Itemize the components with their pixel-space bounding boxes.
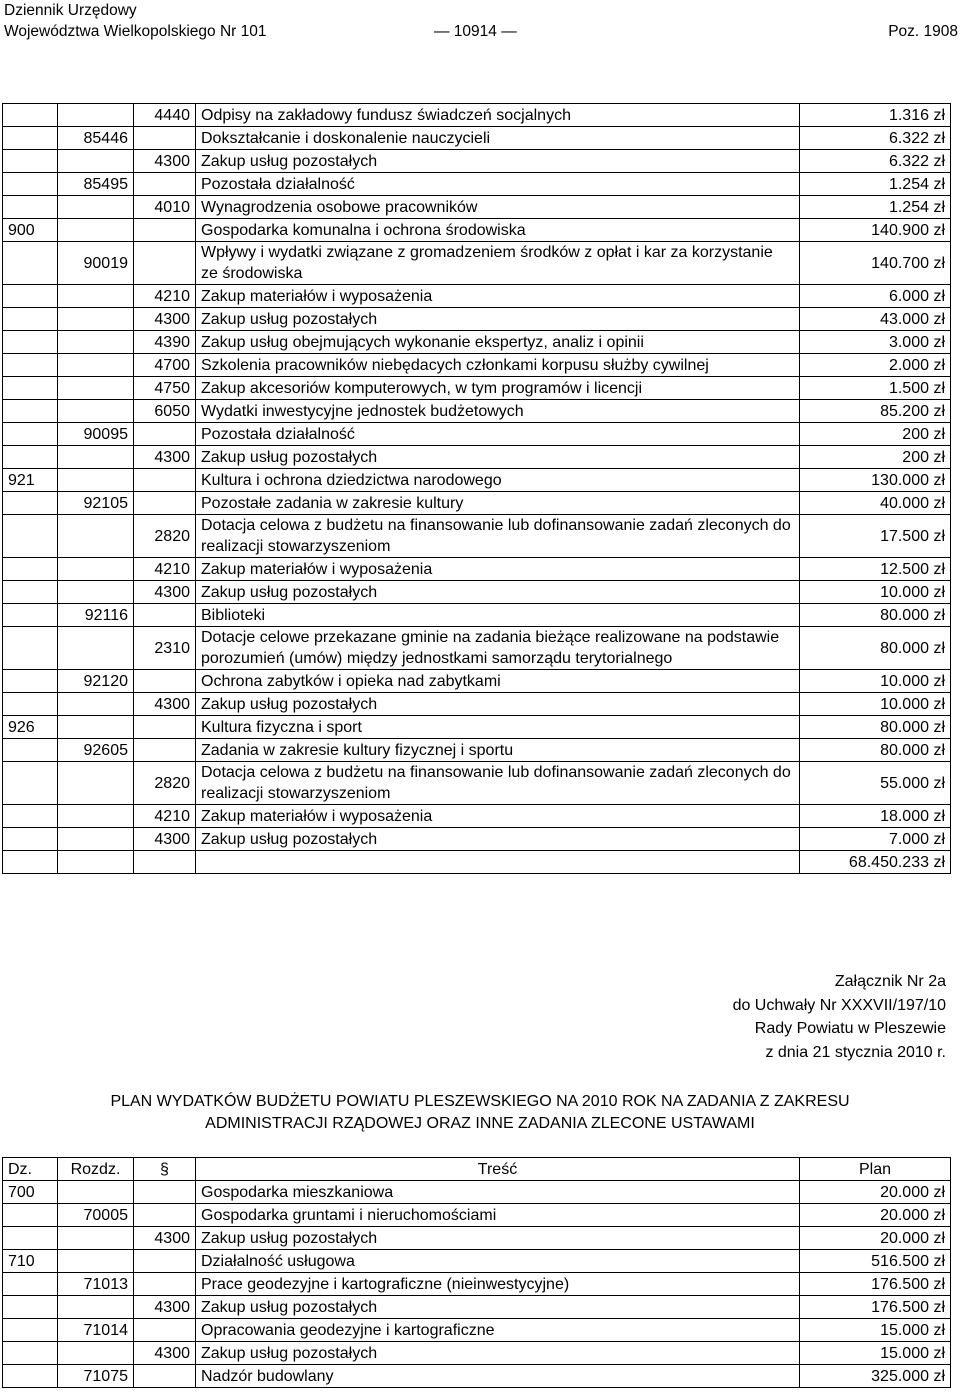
table-row: [3, 104, 951, 127]
cell-rozdz: 71013: [58, 1273, 134, 1296]
cell-tresc: Kultura fizyczna i sport: [196, 716, 800, 739]
cell-paragraph: 2820: [134, 515, 196, 558]
cell-dz: [3, 150, 58, 173]
cell-paragraph: 4300: [134, 581, 196, 604]
cell-rozdz: [58, 469, 134, 492]
cell-paragraph: 4300: [134, 693, 196, 716]
cell-plan: 10.000 zł: [800, 693, 951, 716]
cell-dz: [3, 762, 58, 805]
table-row: [3, 1204, 951, 1227]
cell-paragraph: [134, 739, 196, 762]
cell-dz: [3, 1342, 58, 1365]
cell-tresc: Dotacje celowe przekazane gminie na zadania bieżące realizowane na podstawie porozumień (umów) między jednostkami samorządu terytorialnego: [196, 627, 800, 670]
cell-paragraph: [134, 469, 196, 492]
cell-rozdz: [58, 377, 134, 400]
cell-rozdz: [58, 716, 134, 739]
table-row: [3, 492, 951, 515]
annex-date: z dnia 21 stycznia 2010 r.: [765, 1043, 946, 1061]
table-row: [3, 1273, 951, 1296]
cell-tresc: Ochrona zabytków i opieka nad zabytkami: [196, 670, 800, 693]
cell-tresc: Zakup usług pozostałych: [196, 308, 800, 331]
cell-paragraph: 4300: [134, 446, 196, 469]
table-row: [3, 285, 951, 308]
cell-tresc: Wydatki inwestycyjne jednostek budżetowych: [196, 400, 800, 423]
annex-council: Rady Powiatu w Pleszewie: [754, 1020, 946, 1037]
cell-dz: [3, 400, 58, 423]
table-row: [3, 828, 951, 851]
cell-rozdz: [58, 354, 134, 377]
cell-plan: 2.000 zł: [800, 354, 951, 377]
table-row: [3, 308, 951, 331]
cell-dz: [3, 670, 58, 693]
cell-tresc: Zakup usług pozostałych: [196, 1227, 800, 1250]
cell-dz: [3, 104, 58, 127]
table-row: [3, 1319, 951, 1342]
cell-plan: 130.000 zł: [800, 469, 951, 492]
cell-paragraph: [134, 242, 196, 285]
cell-dz: [3, 515, 58, 558]
cell-paragraph: [134, 173, 196, 196]
table-row: [3, 127, 951, 150]
cell-paragraph: 2310: [134, 627, 196, 670]
cell-rozdz: [58, 285, 134, 308]
table-row: [3, 446, 951, 469]
cell-tresc: Odpisy na zakładowy fundusz świadczeń socjalnych: [196, 104, 800, 127]
cell-rozdz: [58, 581, 134, 604]
cell-plan: 176.500 zł: [800, 1273, 951, 1296]
cell-tresc: Zakup usług pozostałych: [196, 581, 800, 604]
cell-dz: [3, 446, 58, 469]
table-row: [3, 581, 951, 604]
cell-rozdz: 71014: [58, 1319, 134, 1342]
table-total: 68.450.233 zł: [800, 851, 951, 874]
cell-plan: 200 zł: [800, 446, 951, 469]
cell-rozdz: [58, 1296, 134, 1319]
table-row: [3, 1181, 951, 1204]
cell-paragraph: 4300: [134, 150, 196, 173]
cell-paragraph: 4300: [134, 1342, 196, 1365]
cell-rozdz: [58, 1250, 134, 1273]
cell-plan: 80.000 zł: [800, 739, 951, 762]
cell-paragraph: 4440: [134, 104, 196, 127]
cell-dz: 921: [3, 469, 58, 492]
cell-paragraph: [134, 1250, 196, 1273]
table-row: [3, 1250, 951, 1273]
cell-tresc: Zakup usług pozostałych: [196, 446, 800, 469]
cell-dz: 700: [3, 1181, 58, 1204]
cell-plan: 80.000 zł: [800, 627, 951, 670]
cell-dz: [3, 581, 58, 604]
cell-plan: 20.000 zł: [800, 1227, 951, 1250]
cell-rozdz: 85446: [58, 127, 134, 150]
cell-dz: 926: [3, 716, 58, 739]
table-row: [3, 805, 951, 828]
cell-tresc: Dotacja celowa z budżetu na finansowanie lub dofinansowanie zadań zleconych do realizacji stowarzyszeniom: [196, 515, 800, 558]
cell-tresc: Pozostała działalność: [196, 173, 800, 196]
cell-plan: 10.000 zł: [800, 581, 951, 604]
cell-tresc: Zakup usług pozostałych: [196, 1296, 800, 1319]
cell-plan: 140.900 zł: [800, 219, 951, 242]
cell-paragraph: 4700: [134, 354, 196, 377]
cell-paragraph: [134, 492, 196, 515]
table-row: [3, 242, 951, 285]
plan-title-line-1: PLAN WYDATKÓW BUDŻETU POWIATU PLESZEWSKIEGO NA 2010 ROK NA ZADANIA Z ZAKRESU: [110, 1093, 850, 1110]
cell-dz: [3, 127, 58, 150]
cell-tresc: Zakup materiałów i wyposażenia: [196, 558, 800, 581]
cell-dz: [3, 693, 58, 716]
cell-dz: [3, 492, 58, 515]
cell-dz: [3, 285, 58, 308]
col-header-plan: Plan: [800, 1158, 951, 1181]
table-row: [3, 423, 951, 446]
table-row: [3, 377, 951, 400]
cell-dz: [3, 739, 58, 762]
cell-rozdz: [58, 627, 134, 670]
cell-dz: [3, 805, 58, 828]
cell-rozdz: 90095: [58, 423, 134, 446]
cell-rozdz: [58, 150, 134, 173]
cell-dz: 710: [3, 1250, 58, 1273]
cell-dz: [3, 242, 58, 285]
cell-plan: 55.000 zł: [800, 762, 951, 805]
cell-plan: 15.000 zł: [800, 1342, 951, 1365]
cell-dz: [3, 604, 58, 627]
cell-rozdz: [58, 446, 134, 469]
cell-paragraph: [134, 1319, 196, 1342]
table-row: [3, 400, 951, 423]
cell-tresc: Zakup usług pozostałych: [196, 693, 800, 716]
table-row: [3, 604, 951, 627]
total-empty-cell: [134, 851, 196, 874]
cell-rozdz: [58, 400, 134, 423]
cell-dz: 900: [3, 219, 58, 242]
cell-dz: [3, 377, 58, 400]
government-tasks-table: [2, 1157, 951, 1388]
cell-tresc: Gospodarka gruntami i nieruchomościami: [196, 1204, 800, 1227]
cell-tresc: Gospodarka mieszkaniowa: [196, 1181, 800, 1204]
cell-tresc: Wpływy i wydatki związane z gromadzeniem środków z opłat i kar za korzystanie ze środowiska: [196, 242, 800, 285]
cell-rozdz: [58, 805, 134, 828]
table-row: [3, 173, 951, 196]
cell-paragraph: [134, 670, 196, 693]
cell-tresc: Nadzór budowlany: [196, 1365, 800, 1388]
cell-dz: [3, 423, 58, 446]
cell-plan: 176.500 zł: [800, 1296, 951, 1319]
cell-plan: 1.254 zł: [800, 196, 951, 219]
cell-dz: [3, 1227, 58, 1250]
cell-plan: 1.254 zł: [800, 173, 951, 196]
total-empty-cell: [196, 851, 800, 874]
table-row: [3, 515, 951, 558]
cell-plan: 516.500 zł: [800, 1250, 951, 1273]
cell-plan: 325.000 zł: [800, 1365, 951, 1388]
table-row: [3, 558, 951, 581]
cell-tresc: Biblioteki: [196, 604, 800, 627]
cell-dz: [3, 1319, 58, 1342]
cell-paragraph: [134, 423, 196, 446]
cell-dz: [3, 308, 58, 331]
cell-rozdz: [58, 308, 134, 331]
table-row: [3, 219, 951, 242]
cell-plan: 6.000 zł: [800, 285, 951, 308]
cell-rozdz: 92105: [58, 492, 134, 515]
cell-plan: 43.000 zł: [800, 308, 951, 331]
total-row: [3, 851, 951, 874]
cell-rozdz: [58, 1181, 134, 1204]
position-number: Poz. 1908: [888, 23, 958, 40]
cell-rozdz: [58, 219, 134, 242]
cell-tresc: Zakup usług pozostałych: [196, 150, 800, 173]
cell-dz: [3, 331, 58, 354]
cell-tresc: Kultura i ochrona dziedzictwa narodowego: [196, 469, 800, 492]
cell-paragraph: 4390: [134, 331, 196, 354]
cell-rozdz: [58, 196, 134, 219]
cell-plan: 12.500 zł: [800, 558, 951, 581]
table-row: [3, 196, 951, 219]
cell-paragraph: 4300: [134, 1227, 196, 1250]
cell-plan: 6.322 zł: [800, 150, 951, 173]
cell-plan: 7.000 zł: [800, 828, 951, 851]
cell-plan: 80.000 zł: [800, 604, 951, 627]
cell-plan: 200 zł: [800, 423, 951, 446]
cell-paragraph: [134, 1365, 196, 1388]
cell-paragraph: [134, 604, 196, 627]
table-row: [3, 469, 951, 492]
cell-dz: [3, 196, 58, 219]
cell-paragraph: 4210: [134, 285, 196, 308]
cell-tresc: Zakup usług obejmujących wykonanie ekspertyz, analiz i opinii: [196, 331, 800, 354]
cell-paragraph: 4750: [134, 377, 196, 400]
cell-rozdz: [58, 558, 134, 581]
table-row: [3, 739, 951, 762]
cell-dz: [3, 1365, 58, 1388]
cell-paragraph: 4300: [134, 308, 196, 331]
cell-rozdz: 92120: [58, 670, 134, 693]
table-row: [3, 354, 951, 377]
cell-rozdz: [58, 1342, 134, 1365]
cell-plan: 3.000 zł: [800, 331, 951, 354]
cell-tresc: Zakup usług pozostałych: [196, 1342, 800, 1365]
cell-plan: 1.500 zł: [800, 377, 951, 400]
table-row: [3, 1227, 951, 1250]
cell-paragraph: 4210: [134, 805, 196, 828]
page-number: — 10914 —: [434, 23, 517, 40]
journal-name: Dziennik Urzędowy: [4, 2, 137, 19]
annex-number: Załącznik Nr 2a: [834, 973, 946, 990]
plan-title-line-2: ADMINISTRACJI RZĄDOWEJ ORAZ INNE ZADANIA ZLECONE USTAWAMI: [205, 1115, 755, 1132]
cell-plan: 15.000 zł: [800, 1319, 951, 1342]
cell-dz: [3, 354, 58, 377]
cell-rozdz: [58, 331, 134, 354]
cell-paragraph: [134, 127, 196, 150]
total-empty-cell: [3, 851, 58, 874]
cell-dz: [3, 828, 58, 851]
cell-plan: 18.000 zł: [800, 805, 951, 828]
table-row: [3, 331, 951, 354]
cell-rozdz: [58, 104, 134, 127]
cell-rozdz: [58, 515, 134, 558]
cell-plan: 20.000 zł: [800, 1181, 951, 1204]
cell-plan: 80.000 zł: [800, 716, 951, 739]
plan-title: [0, 1091, 960, 1135]
cell-plan: 20.000 zł: [800, 1204, 951, 1227]
cell-tresc: Gospodarka komunalna i ochrona środowiska: [196, 219, 800, 242]
cell-plan: 140.700 zł: [800, 242, 951, 285]
col-header-paragraph: §: [134, 1158, 196, 1181]
col-header-rozdz: Rozdz.: [58, 1158, 134, 1181]
cell-rozdz: [58, 693, 134, 716]
cell-dz: [3, 1296, 58, 1319]
cell-plan: 40.000 zł: [800, 492, 951, 515]
table-row: [3, 627, 951, 670]
col-header-dz: Dz.: [3, 1158, 58, 1181]
table-row: [3, 1342, 951, 1365]
cell-tresc: Szkolenia pracowników niebędacych członkami korpusu służby cywilnej: [196, 354, 800, 377]
cell-paragraph: 2820: [134, 762, 196, 805]
voivodeship-name: Województwa Wielkopolskiego Nr 101: [4, 23, 267, 40]
cell-tresc: Dokształcanie i doskonalenie nauczycieli: [196, 127, 800, 150]
cell-plan: 6.322 zł: [800, 127, 951, 150]
cell-rozdz: [58, 1227, 134, 1250]
cell-rozdz: 92605: [58, 739, 134, 762]
cell-plan: 17.500 zł: [800, 515, 951, 558]
cell-paragraph: [134, 1181, 196, 1204]
cell-dz: [3, 1273, 58, 1296]
cell-plan: 85.200 zł: [800, 400, 951, 423]
cell-paragraph: [134, 716, 196, 739]
cell-tresc: Pozostała działalność: [196, 423, 800, 446]
cell-paragraph: 4010: [134, 196, 196, 219]
cell-tresc: Wynagrodzenia osobowe pracowników: [196, 196, 800, 219]
cell-tresc: Zakup materiałów i wyposażenia: [196, 285, 800, 308]
cell-dz: [3, 627, 58, 670]
annex-resolution: do Uchwały Nr XXXVII/197/10: [732, 996, 946, 1014]
cell-rozdz: 85495: [58, 173, 134, 196]
cell-plan: 10.000 zł: [800, 670, 951, 693]
cell-paragraph: 4210: [134, 558, 196, 581]
cell-tresc: Prace geodezyjne i kartograficzne (nieinwestycyjne): [196, 1273, 800, 1296]
table-row: [3, 716, 951, 739]
cell-rozdz: [58, 828, 134, 851]
cell-rozdz: 92116: [58, 604, 134, 627]
cell-plan: 1.316 zł: [800, 104, 951, 127]
cell-rozdz: 71075: [58, 1365, 134, 1388]
cell-paragraph: [134, 1204, 196, 1227]
table-row: [3, 150, 951, 173]
cell-paragraph: 4300: [134, 1296, 196, 1319]
cell-dz: [3, 173, 58, 196]
cell-tresc: Zakup akcesoriów komputerowych, w tym programów i licencji: [196, 377, 800, 400]
cell-tresc: Zakup usług pozostałych: [196, 828, 800, 851]
table-row: [3, 693, 951, 716]
table-row: [3, 1296, 951, 1319]
cell-tresc: Dotacja celowa z budżetu na finansowanie lub dofinansowanie zadań zleconych do realizacji stowarzyszeniom: [196, 762, 800, 805]
col-header-tresc: Treść: [196, 1158, 800, 1181]
cell-dz: [3, 1204, 58, 1227]
cell-dz: [3, 558, 58, 581]
expenditure-table-continued: [2, 103, 951, 874]
annex-reference: [733, 970, 946, 1064]
cell-tresc: Zakup materiałów i wyposażenia: [196, 805, 800, 828]
cell-paragraph: 6050: [134, 400, 196, 423]
cell-tresc: Pozostałe zadania w zakresie kultury: [196, 492, 800, 515]
table-row: [3, 670, 951, 693]
cell-paragraph: [134, 219, 196, 242]
cell-paragraph: [134, 1273, 196, 1296]
table-row: [3, 1365, 951, 1388]
page-header: [4, 0, 958, 42]
total-empty-cell: [58, 851, 134, 874]
table-row: [3, 762, 951, 805]
cell-paragraph: 4300: [134, 828, 196, 851]
cell-tresc: Działalność usługowa: [196, 1250, 800, 1273]
cell-rozdz: 70005: [58, 1204, 134, 1227]
cell-rozdz: 90019: [58, 242, 134, 285]
table-header-row: [3, 1158, 951, 1181]
cell-tresc: Opracowania geodezyjne i kartograficzne: [196, 1319, 800, 1342]
cell-tresc: Zadania w zakresie kultury fizycznej i sportu: [196, 739, 800, 762]
cell-rozdz: [58, 762, 134, 805]
